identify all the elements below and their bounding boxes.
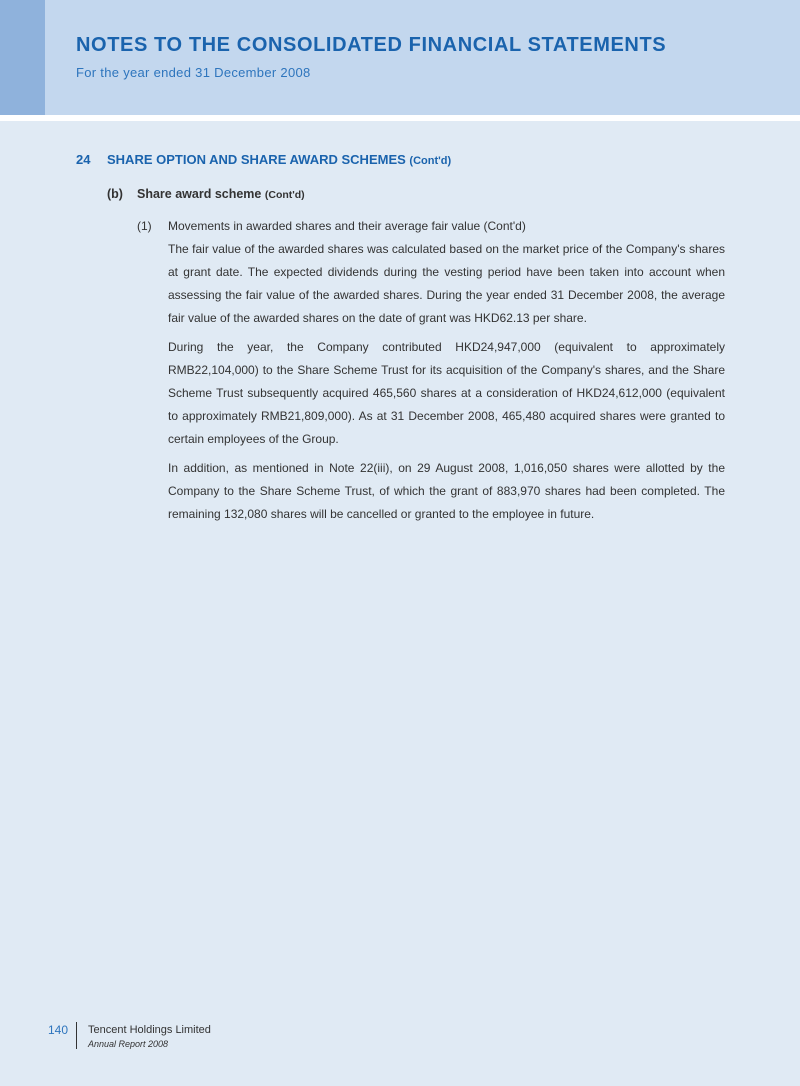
subsection-label: (b) [107, 187, 123, 201]
item-label: (1) [137, 219, 152, 233]
page-title: NOTES TO THE CONSOLIDATED FINANCIAL STATEMENTS [76, 34, 667, 56]
header-accent-tab [0, 0, 45, 115]
section-title: SHARE OPTION AND SHARE AWARD SCHEMES [107, 152, 406, 167]
paragraph: In addition, as mentioned in Note 22(iii), on 29 August 2008, 1,016,050 shares were allotted by the Company to the Share Scheme Trust, of which the grant of 883,970 shares had been completed. The remaining 132,080 shares will be cancelled or granted to the employee in future. [168, 461, 725, 521]
subsection-cont: (Cont'd) [264, 189, 305, 201]
paragraph: The fair value of the awarded shares was calculated based on the market price of the Company's shares at grant date. The expected dividends during the vesting period have been taken into account when assessing the fair value of the awarded shares. During the year ended 31 December 2008, the average fair value of the awarded shares on the date of grant was HKD62.13 per share. [168, 242, 725, 325]
subsection-title: Share award scheme [137, 187, 262, 201]
section-heading [76, 152, 451, 167]
section-number: 24 [76, 152, 91, 167]
section-cont: (Cont'd) [409, 155, 452, 167]
subsection-heading [107, 187, 305, 201]
item-heading [137, 219, 526, 233]
item-title: Movements in awarded shares and their average fair value (Cont'd) [168, 219, 526, 233]
footer-divider [76, 1022, 77, 1049]
header-divider [0, 115, 800, 121]
paragraph: During the year, the Company contributed HKD24,947,000 (equivalent to approximately RMB22,104,000) to the Share Scheme Trust for its acquisition of the Company's shares, and the Share Scheme Trust subsequently acquired 465,560 shares at a consideration of HKD24,612,000 (equivalent to approximately RMB21,809,000). As at 31 December 2008, 465,480 acquired shares were granted to certain employees of the Group. [168, 340, 725, 446]
page-subtitle: For the year ended 31 December 2008 [76, 65, 311, 80]
footer-report: Annual Report 2008 [88, 1039, 169, 1049]
footer-company: Tencent Holdings Limited [88, 1024, 211, 1036]
body-text [168, 238, 725, 532]
page-header-band [0, 0, 800, 115]
page-number: 140 [47, 1023, 68, 1037]
